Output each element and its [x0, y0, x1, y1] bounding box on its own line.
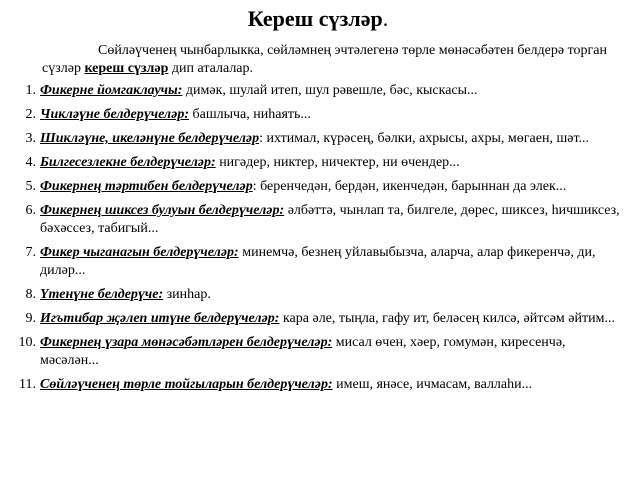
item-examples: : беренчедән, бердән, икенчедән, барыннан да элек... — [252, 179, 567, 194]
intro-paragraph — [10, 42, 626, 78]
item-term: Шикләүне, икеләнүне белдерүчеләр — [40, 131, 260, 146]
item-term: Үтенүне белдерүче: — [40, 287, 164, 302]
item-examples: мисал өчен, хәер, гомумән, киресенчә, мәсәлән... — [40, 335, 566, 368]
item-number: 11. — [19, 377, 36, 392]
item-term: Билгесезлекне белдерүчеләр: — [40, 155, 216, 170]
item-number: 2. — [25, 107, 36, 122]
item-term: Фикер чыганагын белдерүчеләр: — [40, 245, 239, 260]
item-number: 3. — [25, 131, 36, 146]
title-text: Кереш сүзләр — [247, 6, 383, 31]
item-number: 5. — [25, 179, 36, 194]
item-examples: : ихтимал, күрәсең, бәлки, ахрысы, ахры, мөгаен, шәт... — [259, 131, 590, 146]
item-term: Чикләүне белдерүчеләр: — [40, 107, 189, 122]
item-term: Игътибар җәлеп итүне белдерүчеләр: — [40, 311, 280, 326]
item-examples: димәк, шулай итеп, шул рәвешле, бәс, кыскасы... — [182, 83, 478, 98]
list-item — [10, 376, 626, 394]
item-term: Фикерне йомгаклаучы: — [40, 83, 183, 98]
intro-lead: Сөйләүченең чынбарлыкка, сөйләмнең эчтәлегенә төрле мөнәсәбәтен белдерә торган сүзләр — [42, 43, 607, 76]
list-item — [10, 106, 626, 124]
item-examples: әлбәттә, чынлап та, билгеле, дөрес, шиксез, һичшиксез, бәхәссез, табигый... — [40, 203, 620, 236]
category-list — [10, 82, 626, 394]
list-item — [10, 286, 626, 304]
item-number: 6. — [25, 203, 36, 218]
item-number: 1. — [25, 83, 36, 98]
item-examples: кара әле, тыңла, гафу ит, беләсең килсә, әйтсәм әйтим... — [279, 311, 615, 326]
item-number: 4. — [25, 155, 36, 170]
item-term: Сөйләүченең төрле тойгыларын белдерүчеләр: — [40, 377, 333, 392]
list-item — [10, 154, 626, 172]
item-term: Фикернең үзара мөнәсәбәтләрен белдерүчеләр: — [40, 335, 333, 350]
item-number: 7. — [25, 245, 36, 260]
list-item — [10, 310, 626, 328]
list-item — [10, 82, 626, 100]
item-number: 9. — [25, 311, 36, 326]
item-examples: имеш, янәсе, ичмасам, валлаһи... — [332, 377, 533, 392]
item-examples: башлыча, ниһаять... — [189, 107, 311, 122]
intro-term: кереш сүзләр — [84, 61, 169, 76]
list-item — [10, 334, 626, 370]
intro-tail: дип аталалар. — [168, 61, 254, 76]
item-examples: нигәдер, никтер, ничектер, ни өчендер... — [215, 155, 460, 170]
item-number: 8. — [25, 287, 36, 302]
list-item — [10, 130, 626, 148]
list-item — [10, 178, 626, 196]
title-dot: . — [382, 6, 389, 31]
page-title — [10, 4, 626, 34]
item-term: Фикернең шиксез булуын белдерүчеләр: — [40, 203, 285, 218]
item-term: Фикернең тәртибен белдерүчеләр — [40, 179, 253, 194]
list-item — [10, 202, 626, 238]
list-item — [10, 244, 626, 280]
item-examples: минемчә, безнең уйлавыбызча, аларча, алар фикеренчә, ди, диләр... — [40, 245, 596, 278]
item-examples: зинһар. — [163, 287, 211, 302]
item-number: 10. — [18, 335, 36, 350]
